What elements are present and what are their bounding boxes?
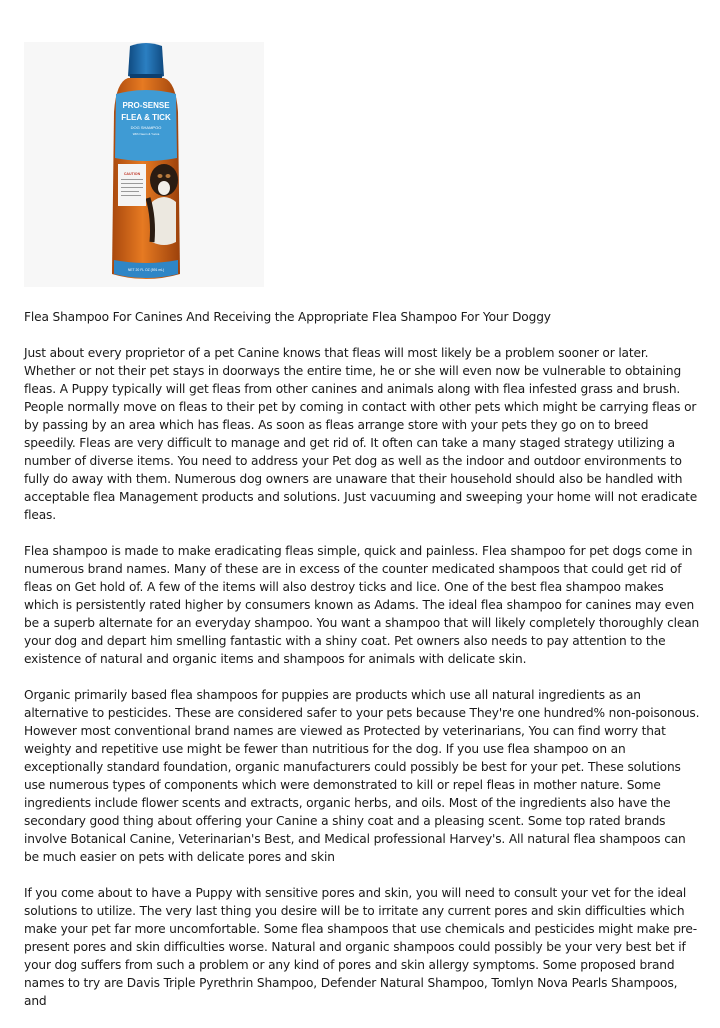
article-paragraph-4: If you come about to have a Puppy with sensitive pores and skin, you will need to consult your vet for the ideal solutions to utilize. The very last thing you desire will be to irritate any current pores and skin difficulties which make your pet far more uncomfortable. Some flea shampoos that use chemicals and pesticides might make pre-present pores and skin difficulties worse. Natural and organic shampoos could possibly be your very best bet if your dog suffers from such a problem or any kind of pores and skin allergy symptoms. Some proposed brand names to try are Davis Triple Pyrethrin Shampoo, Defender Natural Shampoo, Tomlyn Nova Pearls Shampoos, and xyxy=(24,886,697,1008)
bottle-brand-text: PRO-SENSE xyxy=(122,101,170,110)
article-paragraph-2: Flea shampoo is made to make eradicating fleas simple, quick and painless. Flea shampoo for pet dogs come in numerous brand names. Many of these are in excess of the counter medicated shampoos that could get rid of fleas on Get hold of. A few of the items will also destroy ticks and lice. One of the best flea shampoo makes which is persistently rated higher by consumers known as Adams. The ideal flea shampoo for canines may even be a superb alternate for an everyday shampoo. You want a shampoo that will likely completely thoroughly clean your dog and depart him smelling fantastic with a shiny coat. Pet owners also needs to pay attention to the existence of natural and organic items and shampoos for animals with delicate skin. xyxy=(24,544,700,666)
bottle-type-text: DOG SHAMPOO xyxy=(130,125,162,130)
article-paragraph-1: Just about every proprietor of a pet Canine knows that fleas will most likely be a problem sooner or later. Whether or not their pet stays in doorways the entire time, he or she will even now be vulnerable to obtaining fleas. A Puppy typically will get fleas from other canines and animals along with flea infested grass and brush. People normally move on fleas to their pet by coming in contact with other pets which might be carrying fleas or by passing by an area which has fleas. As soon as fleas arrange store with your pets they go on to breed speedily. Fleas are very difficult to manage and get rid of. It often can take a many staged strategy utilizing a number of diverse items. You need to address your Pet dog as well as the indoor and outdoor environments to fully do away with them. Numerous dog owners are unaware that their household should also be handled with acceptable flea Management products and solutions. Just vacuuming and sweeping your home will not eradicate fleas. xyxy=(24,346,698,522)
bottle-name-text: FLEA & TICK xyxy=(121,113,171,122)
shampoo-bottle-illustration xyxy=(108,42,184,287)
product-image xyxy=(24,42,264,287)
bottle-sub-text: With Neem & Yucca xyxy=(132,132,160,136)
bottle-volume-text: NET 20 FL OZ (591 mL) xyxy=(127,268,165,272)
article xyxy=(24,308,700,1028)
article-title: Flea Shampoo For Canines And Receiving the Appropriate Flea Shampoo For Your Doggy xyxy=(24,310,551,324)
article-paragraph-3: Organic primarily based flea shampoos for puppies are products which use all natural ingredients as an alternative to pesticides. These are considered safer to your pets because They're one hundred% non-poisonous. However most conventional brand names are viewed as Protected by veterinarians, You can find worry that weighty and repetitive use might be fewer than nutritious for the dog. If you use flea shampoo on an exceptionally standard foundation, organic manufacturers could possibly be best for your pet. These solutions use numerous types of components which were demonstrated to kill or repel fleas in mother nature. Some ingredients include flower scents and extracts, organic herbs, and oils. Most of the ingredients also have the secondary good thing about offering your Canine a shiny coat and a pleasing scent. Some top rated brands involve Botanical Canine, Veterinarian's Best, and Medical professional Harvey's. All natural flea shampoos can be much easier on pets with delicate pores and skin xyxy=(24,688,700,864)
bottle-warning-text: CAUTION xyxy=(123,172,141,176)
